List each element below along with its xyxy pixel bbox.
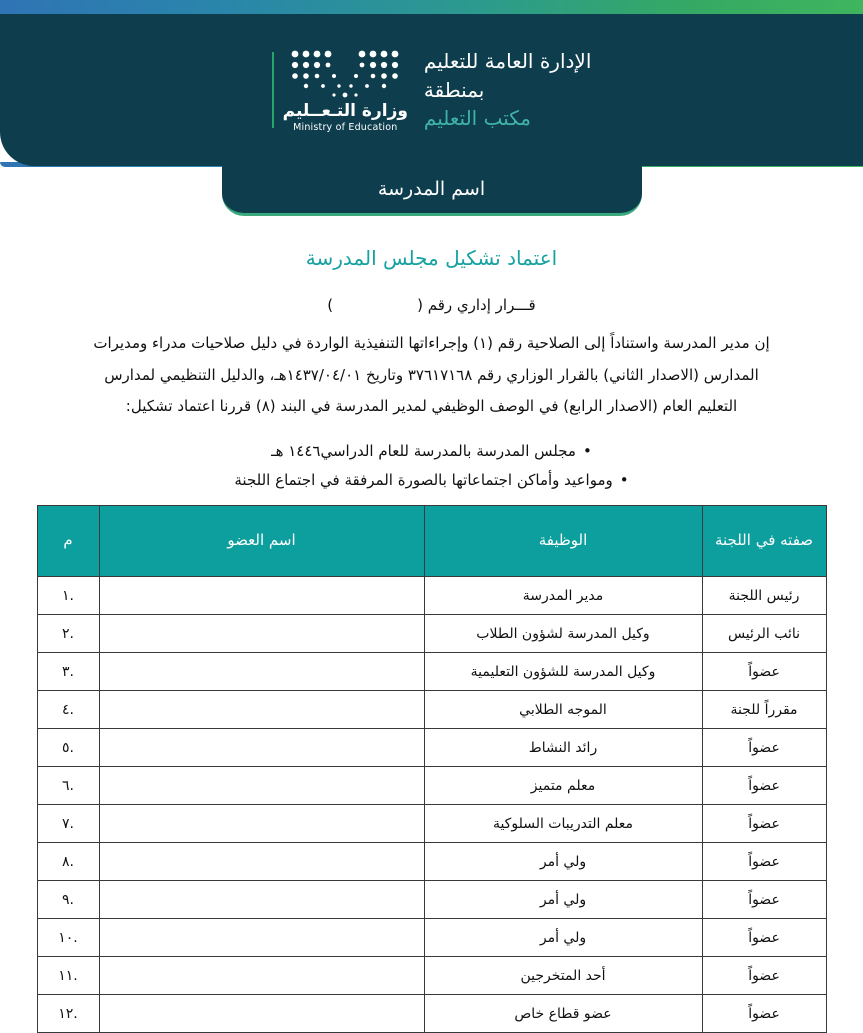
cell-index: ٥. [37,729,99,767]
list-item: • ومواعيد وأماكن اجتماعاتها بالصورة المرفقة في اجتماع اللجنة [22,466,841,495]
header-content [0,14,863,166]
logo-dot-matrix-icon [289,48,401,100]
table-row [37,615,826,653]
cell-role: رئيس اللجنة [702,577,826,615]
cell-index: ٤. [37,691,99,729]
cell-member-name[interactable] [99,843,424,881]
cell-job: عضو قطاع خاص [424,995,702,1033]
table-row [37,881,826,919]
logo-stack [283,48,408,133]
cell-role: عضواً [702,729,826,767]
document-title: اعتماد تشكيل مجلس المدرسة [305,246,558,270]
table-body [37,577,826,1033]
cell-member-name[interactable] [99,919,424,957]
cell-role: عضواً [702,957,826,995]
column-header-job: الوظيفة [424,506,702,577]
cell-job: وكيل المدرسة لشؤون الطلاب [424,615,702,653]
logo-english-name: Ministry of Education [293,121,398,133]
decision-number-suffix: ) [327,296,334,314]
decision-number-line [22,296,841,314]
table-row [37,805,826,843]
table-row [37,919,826,957]
administration-line-1: الإدارة العامة للتعليم [423,49,592,74]
cell-member-name[interactable] [99,957,424,995]
logo-arabic-name: وزارة التـعــليم [282,100,408,121]
logo-divider [272,52,274,128]
cell-role: مقرراً للجنة [702,691,826,729]
column-header-index: م [37,506,99,577]
cell-job: رائد النشاط [424,729,702,767]
document-body [0,232,863,1033]
cell-role: عضواً [702,843,826,881]
cell-job: ولي أمر [424,843,702,881]
cell-member-name[interactable] [99,577,424,615]
administration-line-2: بمنطقة [423,77,485,102]
top-gradient-strip [0,0,863,14]
cell-index: ١. [37,577,99,615]
cell-index: ٦. [37,767,99,805]
preamble-line-2: المدارس (الاصدار الثاني) بالقرار الوزاري رقم ٣٧٦١٧١٦٨ وتاريخ ١٤٣٧/٠٤/٠١هـ، والدليل التنظيمي لمدارس [104,365,759,384]
cell-member-name[interactable] [99,729,424,767]
cell-job: معلم التدريبات السلوكية [424,805,702,843]
table-row [37,577,826,615]
decision-number-prefix: قـــرار إداري رقم ( [417,296,536,314]
table-header [37,506,826,577]
cell-member-name[interactable] [99,881,424,919]
column-header-role: صفته في اللجنة [702,506,826,577]
administration-text-block [424,47,591,132]
cell-job: أحد المتخرجين [424,957,702,995]
cell-member-name[interactable] [99,653,424,691]
table-header-row [37,506,826,577]
cell-index: ١٠. [37,919,99,957]
cell-role: عضواً [702,995,826,1033]
cell-index: ٣. [37,653,99,691]
cell-role: نائب الرئيس [702,615,826,653]
cell-job: الموجه الطلابي [424,691,702,729]
cell-member-name[interactable] [99,805,424,843]
table-row [37,957,826,995]
table-row [37,691,826,729]
cell-job: معلم متميز [424,767,702,805]
table-row [37,767,826,805]
cell-index: ١١. [37,957,99,995]
ministry-of-education-logo [272,48,408,133]
cell-role: عضواً [702,805,826,843]
cell-member-name[interactable] [99,995,424,1033]
cell-job: ولي أمر [424,919,702,957]
list-item: • مجلس المدرسة بالمدرسة للعام الدراسي١٤٤٦ هـ [22,437,841,466]
cell-job: مدير المدرسة [424,577,702,615]
formation-bullet-list [22,437,841,496]
school-name-badge: اسم المدرسة [222,164,642,216]
column-header-member-name: اسم العضو [99,506,424,577]
school-name-badge-wrap [0,166,863,216]
cell-index: ١٢. [37,995,99,1033]
cell-member-name[interactable] [99,615,424,653]
cell-index: ٩. [37,881,99,919]
table-row [37,729,826,767]
cell-member-name[interactable] [99,691,424,729]
council-members-table [37,505,827,1033]
preamble-line-3: التعليم العام (الاصدار الرابع) في الوصف الوظيفي لمدير المدرسة في البند (٨) قررنا اعتماد تشكيل: [125,397,738,415]
cell-role: عضواً [702,653,826,691]
cell-role: عضواً [702,881,826,919]
table-row [37,995,826,1033]
cell-index: ٧. [37,805,99,843]
cell-job: وكيل المدرسة للشؤون التعليمية [424,653,702,691]
cell-index: ٢. [37,615,99,653]
cell-member-name[interactable] [99,767,424,805]
cell-job: ولي أمر [424,881,702,919]
cell-index: ٨. [37,843,99,881]
table-row [37,653,826,691]
preamble-line-1: إن مدير المدرسة واستناداً إلى الصلاحية رقم (١) وإجراءاتها التنفيذية الواردة في دليل صلاحيات مدراء ومديرات [93,334,770,352]
cell-role: عضواً [702,919,826,957]
table-row [37,843,826,881]
cell-role: عضواً [702,767,826,805]
education-office-line: مكتب التعليم [423,106,532,131]
